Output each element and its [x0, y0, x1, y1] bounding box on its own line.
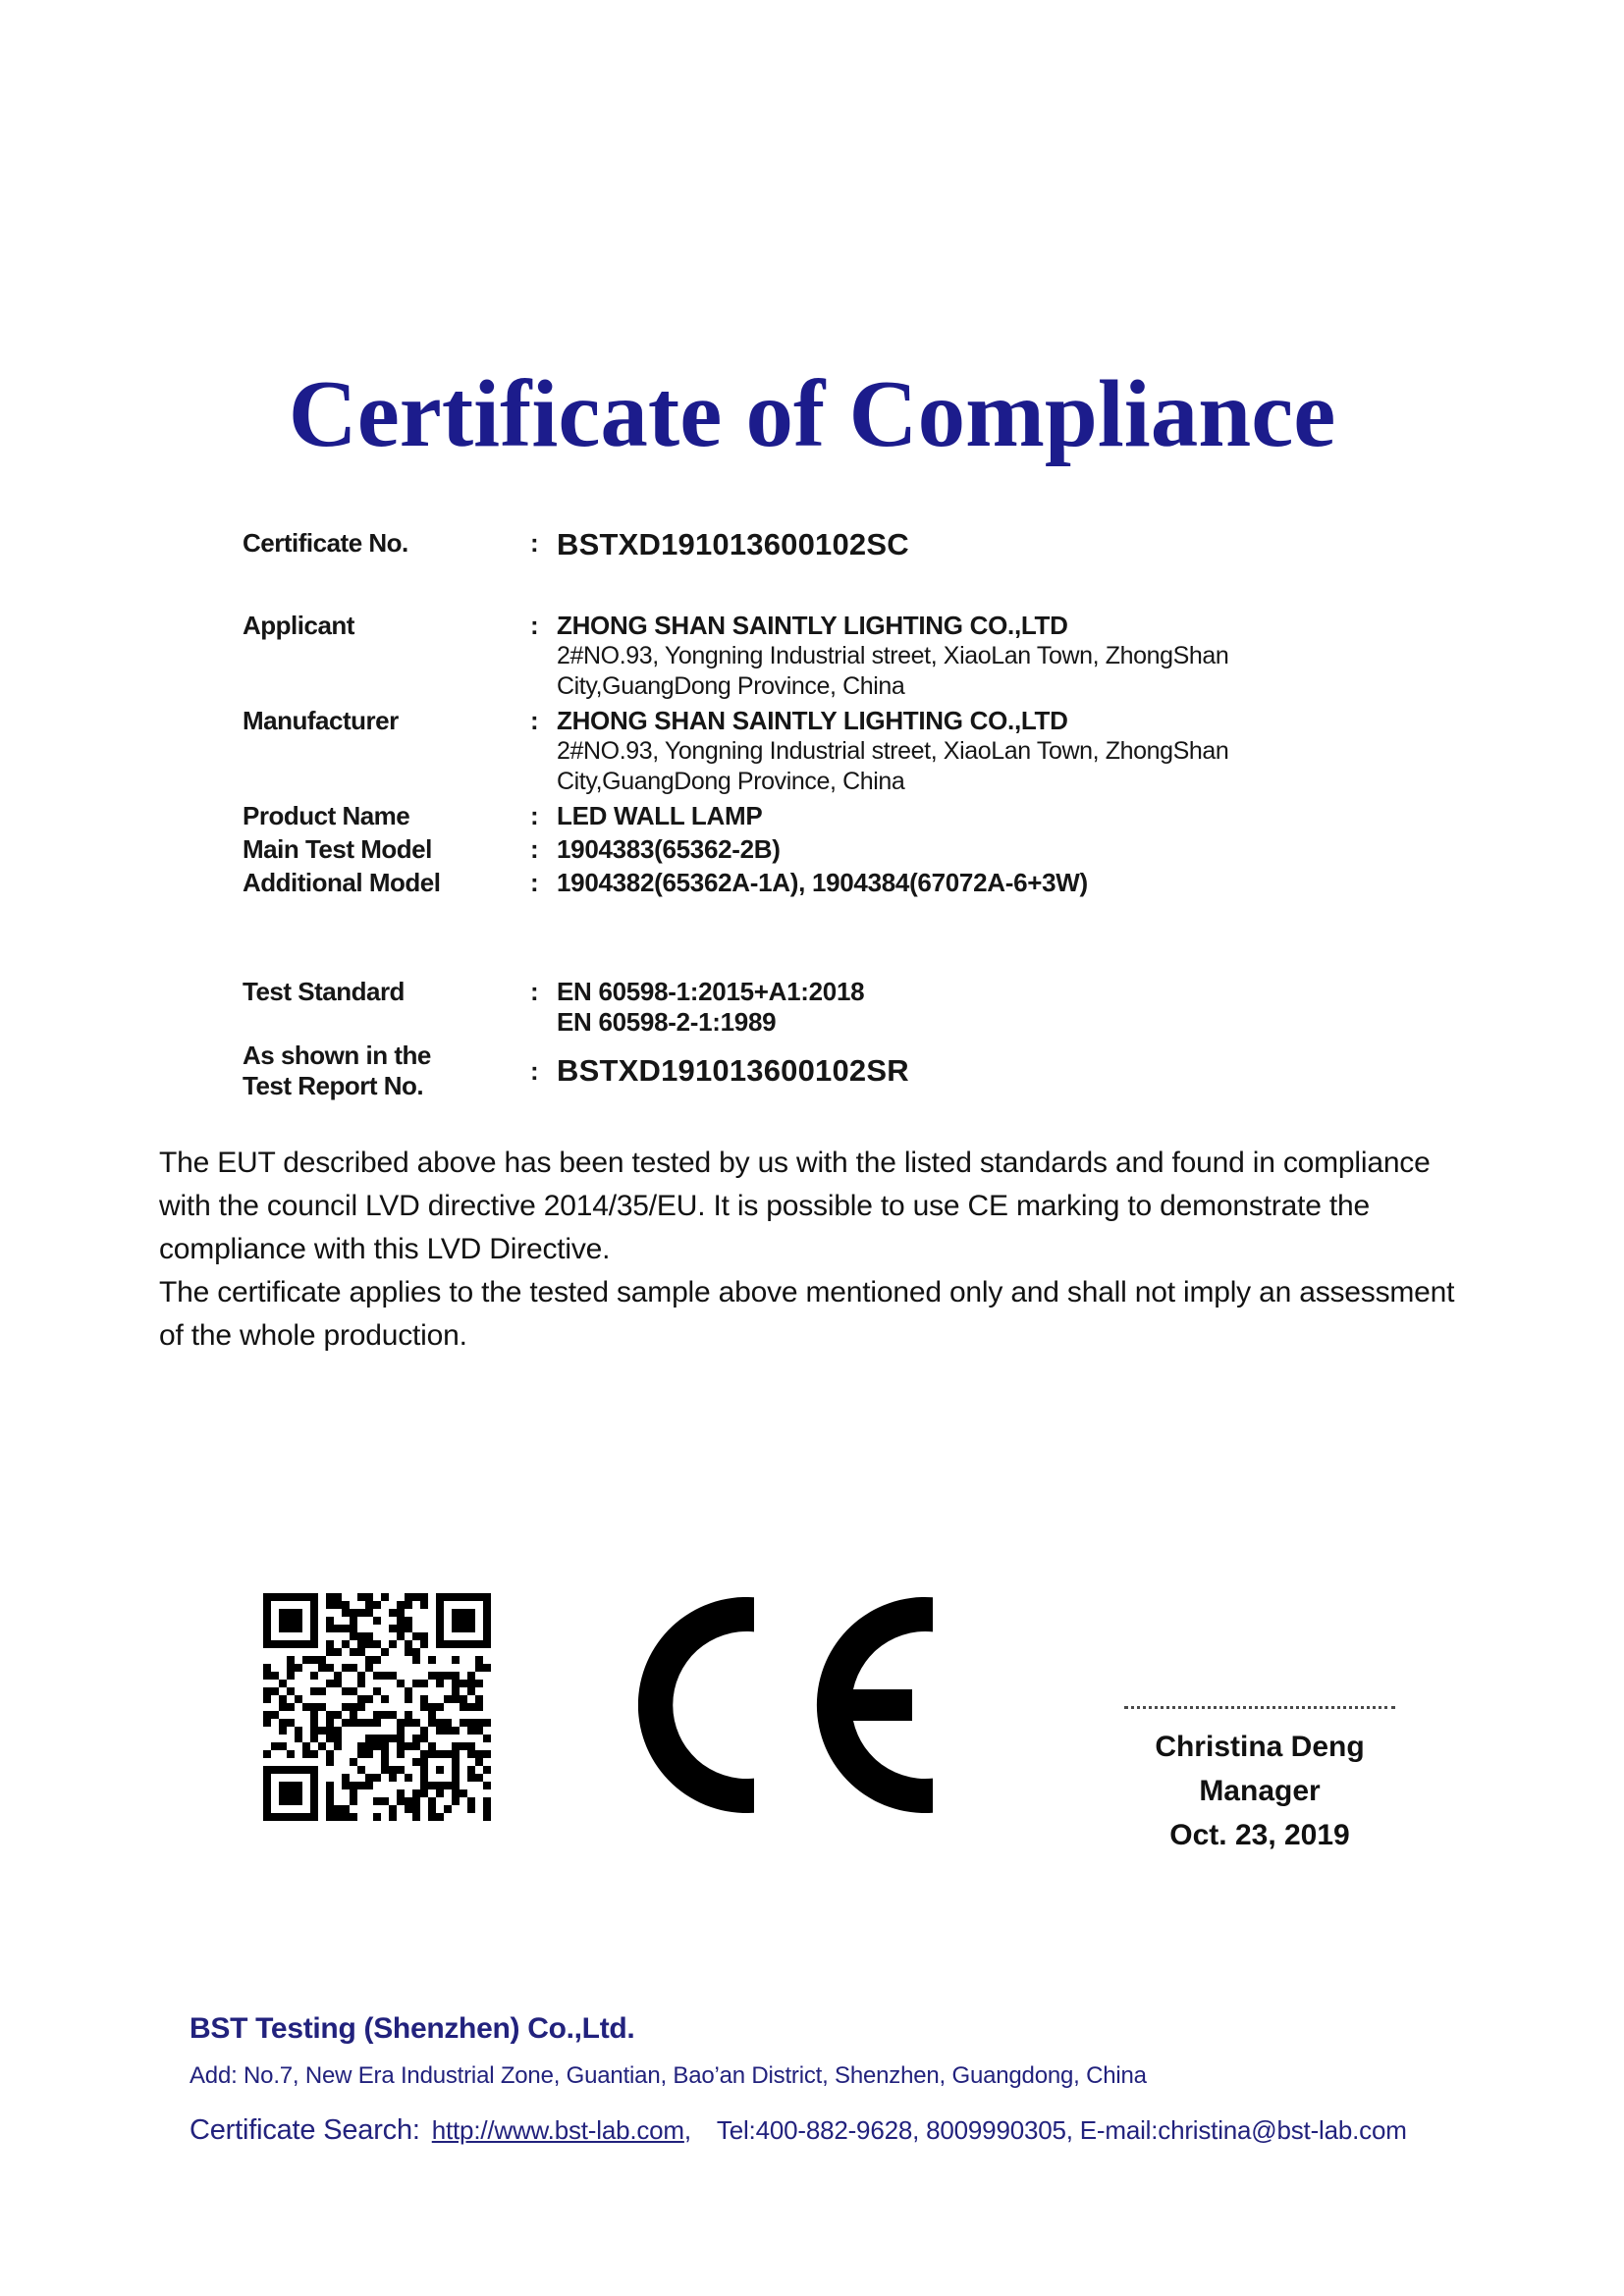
colon: : [530, 868, 539, 897]
applicant-address-line1: 2#NO.93, Yongning Industrial street, XiaoLan Town, ZhongShan [557, 642, 1229, 669]
test-standard-value-line2: EN 60598-2-1:1989 [557, 1007, 777, 1037]
signature-block [1083, 1706, 1436, 1857]
test-report-label-line1: As shown in the [243, 1041, 431, 1070]
field-row-certificate-no [243, 528, 1489, 562]
colon: : [530, 801, 539, 830]
compliance-statement [159, 1142, 1455, 1358]
signatory-name: Christina Deng [1155, 1731, 1365, 1763]
applicant-label: Applicant [243, 611, 354, 640]
colon: : [530, 706, 539, 735]
manufacturer-label: Manufacturer [243, 706, 399, 735]
field-row-test-standard [243, 977, 1489, 1038]
field-row-applicant [243, 611, 1489, 702]
signature-dotted-line [1124, 1706, 1395, 1709]
footer [189, 2012, 1495, 2170]
field-row-main-test-model [243, 834, 1489, 866]
manufacturer-address-line1: 2#NO.93, Yongning Industrial street, XiaoLan Town, ZhongShan [557, 737, 1229, 765]
applicant-address-line2: City,GuangDong Province, China [557, 672, 905, 700]
qr-code [263, 1593, 491, 1821]
test-standard-label: Test Standard [243, 977, 405, 1006]
certificate-search-line [189, 2115, 1495, 2145]
fields-section [243, 528, 1489, 1101]
certificate-no-value: BSTXD191013600102SC [557, 527, 909, 561]
statement-paragraph-2: The certificate applies to the tested sample above mentioned only and shall not imply an assessment of the whole production. [159, 1276, 1455, 1352]
product-name-label: Product Name [243, 801, 410, 830]
test-standard-value-line1: EN 60598-1:2015+A1:2018 [557, 977, 865, 1006]
colon: : [530, 528, 539, 558]
main-test-model-label: Main Test Model [243, 834, 432, 864]
qr-code-icon [263, 1593, 491, 1821]
applicant-company: ZHONG SHAN SAINTLY LIGHTING CO.,LTD [557, 611, 1068, 640]
manufacturer-address-line2: City,GuangDong Province, China [557, 768, 905, 795]
statement-paragraph-1: The EUT described above has been tested by us with the listed standards and found in compliance with the council LVD directive 2014/35/EU. It is possible to use CE marking to demonstrate the compliance with this LVD Directive. [159, 1147, 1431, 1265]
colon: : [530, 977, 539, 1006]
product-name-value: LED WALL LAMP [557, 801, 763, 830]
colon: : [530, 611, 539, 640]
certificate-search-url-link[interactable]: http://www.bst-lab.com [431, 2115, 684, 2145]
colon: : [530, 834, 539, 864]
certificate-search-label: Certificate Search: [189, 2114, 420, 2146]
lab-address: Add: No.7, New Era Industrial Zone, Guantian, Bao’an District, Shenzhen, Guangdong, China [189, 2062, 1147, 2089]
certificate-no-label: Certificate No. [243, 528, 408, 558]
lab-company-name: BST Testing (Shenzhen) Co.,Ltd. [189, 2012, 635, 2045]
field-row-product-name [243, 801, 1489, 832]
colon: : [530, 1055, 539, 1086]
test-report-value: BSTXD191013600102SR [557, 1052, 909, 1088]
signature-date: Oct. 23, 2019 [1169, 1819, 1350, 1851]
contact-info: Tel:400-882-9628, 8009990305, E-mail:christina@bst-lab.com [716, 2115, 1407, 2145]
comma: , [683, 2115, 691, 2145]
signatory-role: Manager [1199, 1775, 1321, 1807]
test-report-label-line2: Test Report No. [243, 1071, 424, 1100]
main-test-model-value: 1904383(65362-2B) [557, 834, 781, 864]
additional-model-label: Additional Model [243, 868, 441, 897]
manufacturer-company: ZHONG SHAN SAINTLY LIGHTING CO.,LTD [557, 706, 1068, 735]
ce-mark-icon [638, 1597, 935, 1813]
additional-model-value: 1904382(65362A-1A), 1904384(67072A-6+3W) [557, 868, 1088, 897]
field-row-test-report [243, 1041, 1489, 1101]
field-row-additional-model [243, 868, 1489, 899]
field-row-manufacturer [243, 706, 1489, 797]
page-title: Certificate of Compliance [288, 361, 1336, 466]
